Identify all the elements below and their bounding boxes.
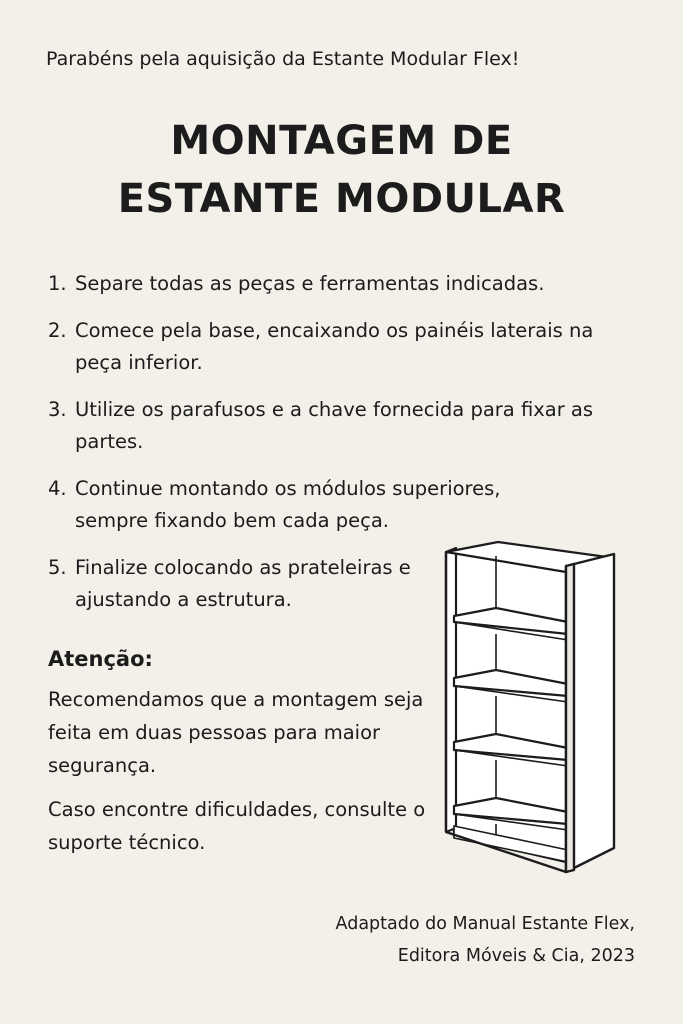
step-item-3 bbox=[48, 394, 638, 458]
source-credit bbox=[336, 908, 635, 972]
title-line-1: MONTAGEM DE bbox=[170, 118, 513, 164]
bookshelf-icon bbox=[440, 536, 620, 878]
shelf-left-panel bbox=[446, 548, 456, 832]
credit-line-1: Adaptado do Manual Estante Flex, bbox=[335, 914, 635, 934]
attention-section bbox=[48, 643, 428, 870]
attention-heading: Atenção: bbox=[48, 647, 153, 671]
step-item-4 bbox=[48, 473, 638, 537]
step-text: Utilize os parafusos e a chave fornecida para fixar as partes. bbox=[75, 398, 594, 453]
attention-paragraph-1: Recomendamos que a montagem seja feita em duas pessoas para maior segurança. bbox=[48, 688, 424, 777]
step-item-1 bbox=[48, 268, 638, 300]
step-number: 3. bbox=[48, 398, 67, 421]
step-text: Comece pela base, encaixando os painéis laterais na peça inferior. bbox=[75, 319, 594, 374]
step-text: Separe todas as peças e ferramentas indicadas. bbox=[75, 272, 545, 295]
step-text: Continue montando os módulos superiores, sempre fixando bem cada peça. bbox=[75, 477, 501, 532]
step-number: 4. bbox=[48, 477, 67, 500]
attention-paragraph-2: Caso encontre dificuldades, consulte o suporte técnico. bbox=[48, 798, 426, 854]
step-text: Finalize colocando as prateleiras e ajustando a estrutura. bbox=[75, 556, 411, 611]
page-title bbox=[0, 112, 683, 228]
title-line-2: ESTANTE MODULAR bbox=[117, 176, 566, 222]
credit-line-2: Editora Móveis & Cia, 2023 bbox=[397, 946, 635, 966]
step-number: 1. bbox=[48, 272, 67, 295]
step-item-2 bbox=[48, 315, 638, 379]
step-number: 5. bbox=[48, 556, 67, 579]
intro-text: Parabéns pela aquisição da Estante Modular Flex! bbox=[46, 48, 520, 70]
step-number: 2. bbox=[48, 319, 67, 342]
